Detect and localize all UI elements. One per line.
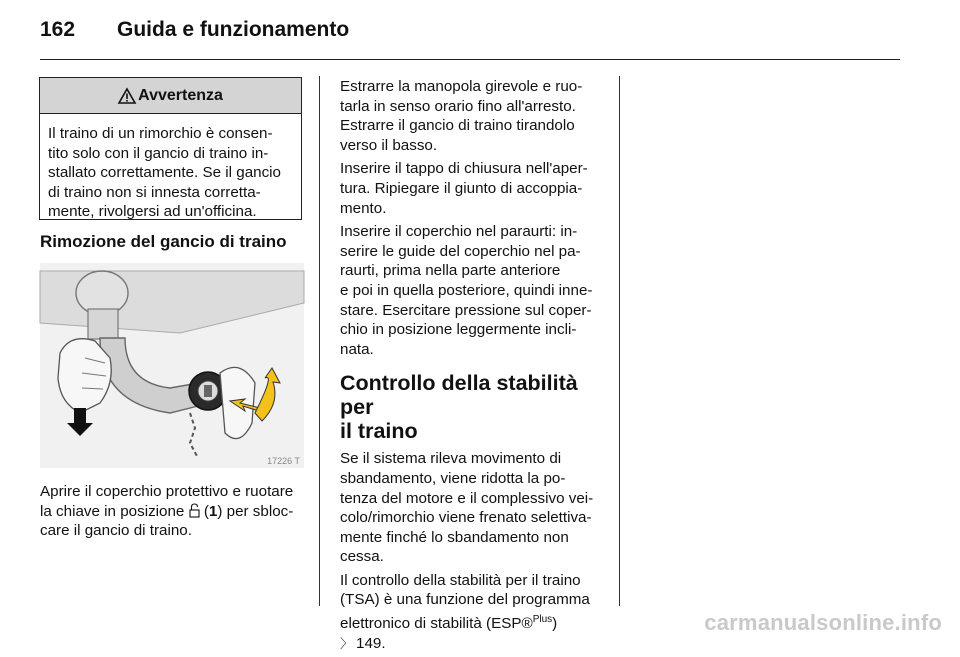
warning-title: Avvertenza [138, 86, 223, 104]
plus-superscript: Plus [532, 614, 553, 626]
column-2 [340, 77, 606, 657]
page-number: 162 [40, 18, 76, 41]
caption-line: Aprire il coperchio protettivo e ruotare [40, 483, 294, 500]
warning-line: tito solo con il gancio di traino in- [48, 144, 269, 162]
paragraph: Estrarre la manopola girevole e ruo- tarla in senso orario fino all'arresto. Estrarre il gancio di traino tirandolo verso il basso. [340, 78, 583, 154]
caption-line: care il gancio di traino. [40, 522, 192, 540]
reference-arrow-icon: 〉 [340, 635, 354, 651]
section-title: Guida e funzionamento [117, 18, 350, 41]
removal-heading: Rimozione del gancio di traino [40, 232, 287, 251]
warning-header [40, 78, 301, 114]
warning-line: di traino non si innesta corretta- [48, 183, 261, 201]
page-header [40, 18, 920, 58]
caption-line: la chiave in posizione (1) per sbloc- [40, 502, 294, 520]
header-rule [40, 59, 900, 60]
warning-line: Il traino di un rimorchio è consen- [48, 125, 273, 142]
page-reference[interactable]: 〉 149. [340, 634, 386, 652]
watermark: carmanualsonline.info [704, 610, 942, 635]
warning-line: mente, rivolgersi ad un'officina. [48, 203, 257, 221]
warning-box [39, 77, 302, 220]
warning-line: stallato correttamente. Se il gancio [48, 164, 281, 182]
paragraph: Inserire il tappo di chiusura nell'aper- tura. Ripiegare il giunto di accoppia- mento. [340, 160, 588, 217]
warning-text [40, 114, 301, 222]
tow-hook-drawing [40, 263, 304, 468]
paragraph: Se il sistema rileva movimento di sbandamento, viene ridotta la po- tenza del motore e il complessivo vei- colo/rimorchio viene frenato selettiva- mente finché lo sbandamento non cessa. [340, 450, 594, 566]
figure-code: 17226 T [267, 456, 300, 466]
figure-caption [40, 482, 306, 541]
paragraph: Inserire il coperchio nel paraurti: in- serire le guide del coperchio nel pa- raurti, prima nella parte anteriore e poi in quella posteriore, quindi inne- stare. Esercitare pressione sul coper- chio in posizione leggermente incli- nata. [340, 223, 593, 358]
column-divider [319, 76, 320, 606]
column-divider [619, 76, 620, 606]
warning-triangle-icon [118, 88, 136, 104]
unlocked-padlock-icon [189, 503, 200, 518]
tow-hook-illustration [40, 263, 304, 468]
stability-heading: Controllo della stabilità per il traino [340, 371, 578, 444]
paragraph: Il controllo della stabilità per il traino (TSA) è una funzione del programma elettronico di stabilità (ESP®$^{Plus}$) 〉 149. [340, 571, 606, 653]
